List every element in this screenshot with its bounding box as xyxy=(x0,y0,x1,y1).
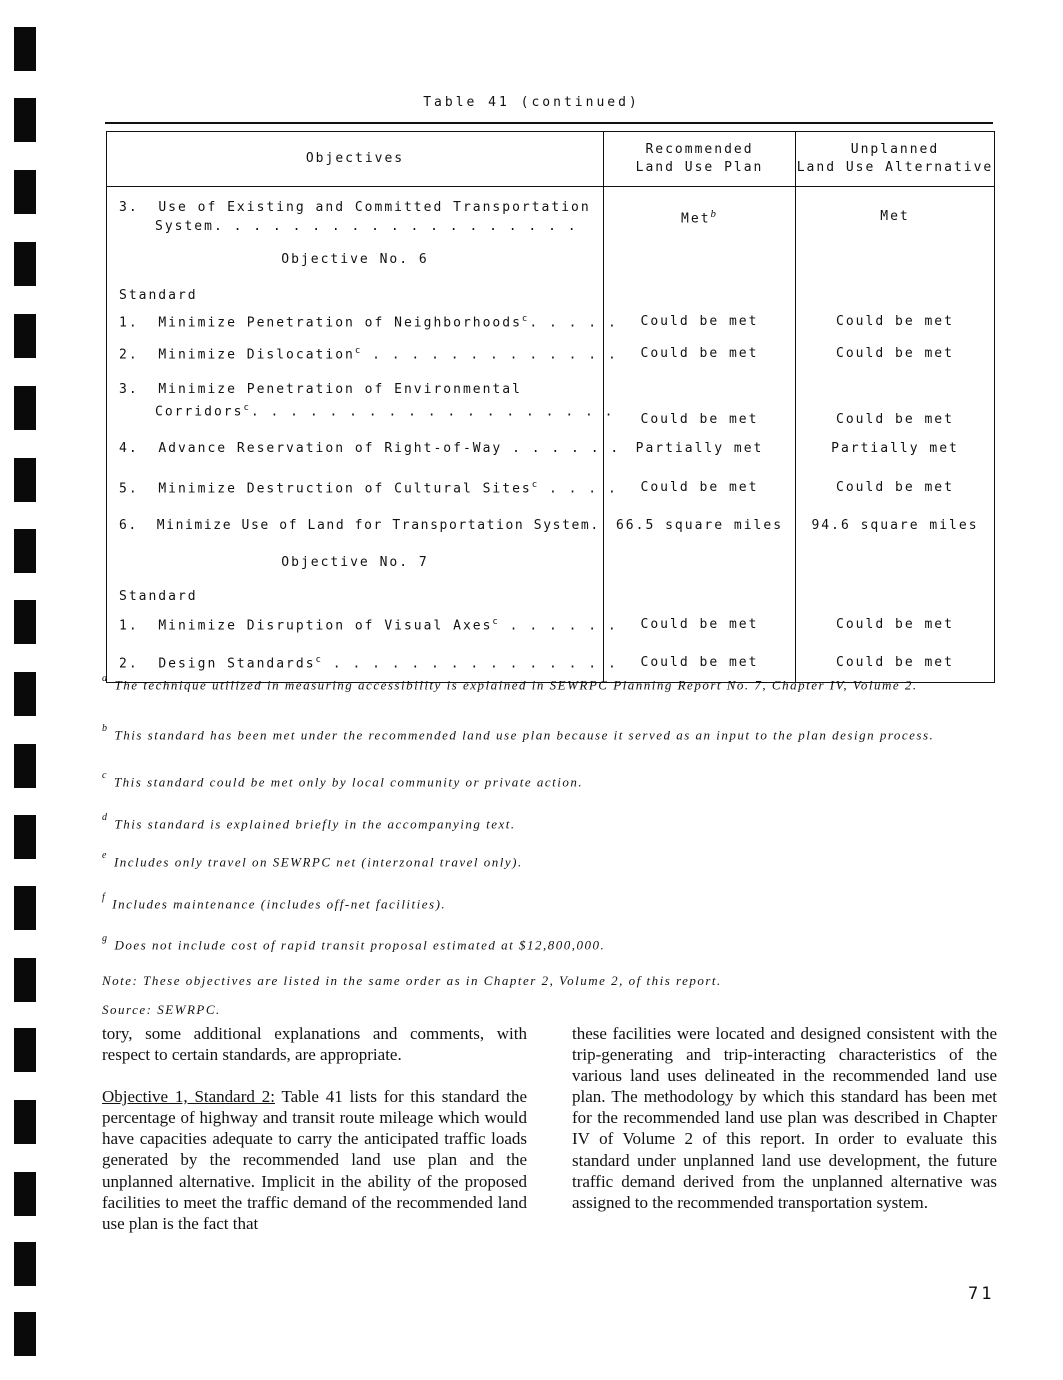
header-recommended-line1: Recommended xyxy=(645,142,754,157)
row-number: 4. xyxy=(119,441,139,456)
footnote-ref: b xyxy=(710,207,718,220)
table-caption: Table 41 (continued) xyxy=(423,95,640,110)
row-objective: Use of Existing and Committed Transportation xyxy=(158,199,591,215)
leader-dots: . . . . . xyxy=(529,315,618,331)
row-number: 2. xyxy=(119,656,139,672)
row-objective: Minimize Disruption of Visual Axes xyxy=(158,618,493,634)
recommended-value: Met xyxy=(681,210,711,226)
recommended-value: Could be met xyxy=(640,346,759,361)
binder-mark xyxy=(14,314,36,358)
binder-mark xyxy=(14,170,36,214)
binder-mark xyxy=(14,1172,36,1216)
footnote-ref: c xyxy=(243,402,251,413)
binder-mark xyxy=(14,242,36,286)
recommended-value: Could be met xyxy=(640,654,759,670)
unplanned-value: Partially met xyxy=(831,441,959,456)
body-paragraph: Objective 1, Standard 2: Table 41 lists for this standard the percentage of highway and transit route mileage which would have capacities adequate to carry the anticipated traffic loads generated by the recommended land use plan and the unplanned alternative. Implicit in the ability of the proposed facilities to meet the traffic demand of the recommended land use plan is the fact that xyxy=(102,1087,527,1233)
body-paragraph: tory, some additional explanations and comments, with respect to certain standards, are appropriate. xyxy=(102,1024,527,1065)
binder-mark xyxy=(14,744,36,788)
binder-mark xyxy=(14,27,36,71)
header-objectives: Objectives xyxy=(107,132,604,187)
binder-mark xyxy=(14,386,36,430)
row-objective: Minimize Penetration of Environmental xyxy=(158,381,522,397)
recommended-value: Could be met xyxy=(640,480,759,495)
binder-mark xyxy=(14,672,36,716)
table-note: Note: These objectives are listed in the same order as in Chapter 2, Volume 2, of this report. xyxy=(102,973,722,988)
binder-mark xyxy=(14,529,36,573)
row-number: 5. xyxy=(119,481,139,497)
row-objective: Minimize Use of Land for Transportation System. xyxy=(156,518,600,533)
standard-label: Standard xyxy=(119,589,198,604)
binder-mark xyxy=(14,815,36,859)
body-column-left xyxy=(102,1023,527,1234)
binder-mark xyxy=(14,1312,36,1356)
footnote-g: $^g$ Does not include cost of rapid transit proposal estimated at $12,800,000. xyxy=(102,933,606,953)
recommended-value: Could be met xyxy=(640,411,759,427)
recommended-value: Could be met xyxy=(640,617,759,632)
unplanned-value: Could be met xyxy=(836,314,954,329)
footnote-c: $^c$ This standard could be met only by local community or private action. xyxy=(102,770,584,790)
binder-mark xyxy=(14,958,36,1002)
leader-dots: . . . . . . . . . . . . . xyxy=(362,347,618,363)
header-unplanned-line1: Unplanned xyxy=(850,142,940,157)
header-unplanned-line2: Land Use Alternative xyxy=(796,160,994,175)
leader-dots: . . . . . . xyxy=(502,441,621,456)
footnote-ref: c xyxy=(315,655,323,666)
binder-mark xyxy=(14,458,36,502)
leader-dots: . . . . . . . . . . . . . . . . . . . xyxy=(250,404,615,420)
binder-mark xyxy=(14,886,36,930)
page-number: 71 xyxy=(968,1284,995,1304)
row-number: 2. xyxy=(119,347,139,363)
standard-label: Standard xyxy=(119,288,198,303)
section-heading: Objective 1, Standard 2: xyxy=(102,1087,275,1107)
footnote-ref: c xyxy=(521,314,530,325)
recommended-value: Partially met xyxy=(635,441,764,456)
footnote-d: $^d$ This standard is explained briefly in the accompanying text. xyxy=(102,812,516,832)
recommended-value: Could be met xyxy=(640,314,759,329)
header-recommended-line2: Land Use Plan xyxy=(635,160,764,175)
row-number: 1. xyxy=(119,315,139,331)
unplanned-value: Could be met xyxy=(836,617,954,632)
row-number: 1. xyxy=(119,618,139,634)
binder-mark xyxy=(14,1028,36,1072)
body-paragraph: these facilities were located and designed consistent with the trip-generating and trip-interacting characteristics of the various land uses delineated in the recommended land use plan. The methodology by which this standard has been met for the recommended land use plan was described in Chapter IV of Volume 2 of this report. In order to evaluate this standard under unplanned land use development, the future traffic demand derived from the unplanned alternative was assigned to the recommended transportation system. xyxy=(572,1024,997,1212)
leader-dots: . . . . . . . . . . . . . . . xyxy=(322,656,618,672)
footnote-ref: c xyxy=(354,346,363,357)
objective-heading: Objective No. 7 xyxy=(281,555,429,570)
binder-mark xyxy=(14,1100,36,1144)
unplanned-value: Could be met xyxy=(836,480,954,495)
table-footnotes xyxy=(102,0,1002,1020)
binder-mark xyxy=(14,600,36,644)
footnote-f: $^f$ Includes maintenance (includes off-net facilities). xyxy=(102,892,447,912)
footnote-ref: c xyxy=(531,480,540,491)
row-objective: Advance Reservation of Right-of-Way xyxy=(158,441,503,456)
unplanned-value: Could be met xyxy=(836,411,954,427)
row-objective-cont: Corridors xyxy=(155,404,244,420)
row-objective: Minimize Penetration of Neighborhoods xyxy=(158,315,522,331)
unplanned-value: 94.6 square miles xyxy=(811,518,979,533)
objective-heading: Objective No. 6 xyxy=(281,252,429,267)
row-number: 3. xyxy=(119,199,139,215)
row-objective: Design Standards xyxy=(158,656,316,672)
table-source: Source: SEWRPC. xyxy=(102,1002,221,1017)
recommended-value: 66.5 square miles xyxy=(615,518,784,533)
unplanned-value: Could be met xyxy=(836,346,954,361)
row-objective: Minimize Destruction of Cultural Sites xyxy=(158,481,532,497)
unplanned-value: Could be met xyxy=(836,654,954,670)
row-objective: Minimize Dislocation xyxy=(158,347,355,363)
body-column-right xyxy=(572,1023,997,1213)
footnote-e: $^e$ Includes only travel on SEWRPC net (interzonal travel only). xyxy=(102,850,523,870)
footnote-a: $^a$ The technique utilized in measuring accessibility is explained in SEWRPC Planning Report No. 7, Chapter IV, Volume 2. xyxy=(102,673,918,693)
row-number: 3. xyxy=(119,381,139,397)
footnote-ref: c xyxy=(492,617,500,628)
leader-dots: . . . . . . xyxy=(499,618,618,634)
footnote-b: $^b$ This standard has been met under the recommended land use plan because it served as an input to the plan design process. xyxy=(102,723,935,743)
unplanned-value: Met xyxy=(880,209,910,225)
binder-mark xyxy=(14,1242,36,1286)
row-number: 6. xyxy=(119,518,138,533)
leader-dots: . . . . xyxy=(539,481,618,497)
row-objective-cont: System. . . . . . . . . . . . . . . . . . . xyxy=(155,218,578,234)
